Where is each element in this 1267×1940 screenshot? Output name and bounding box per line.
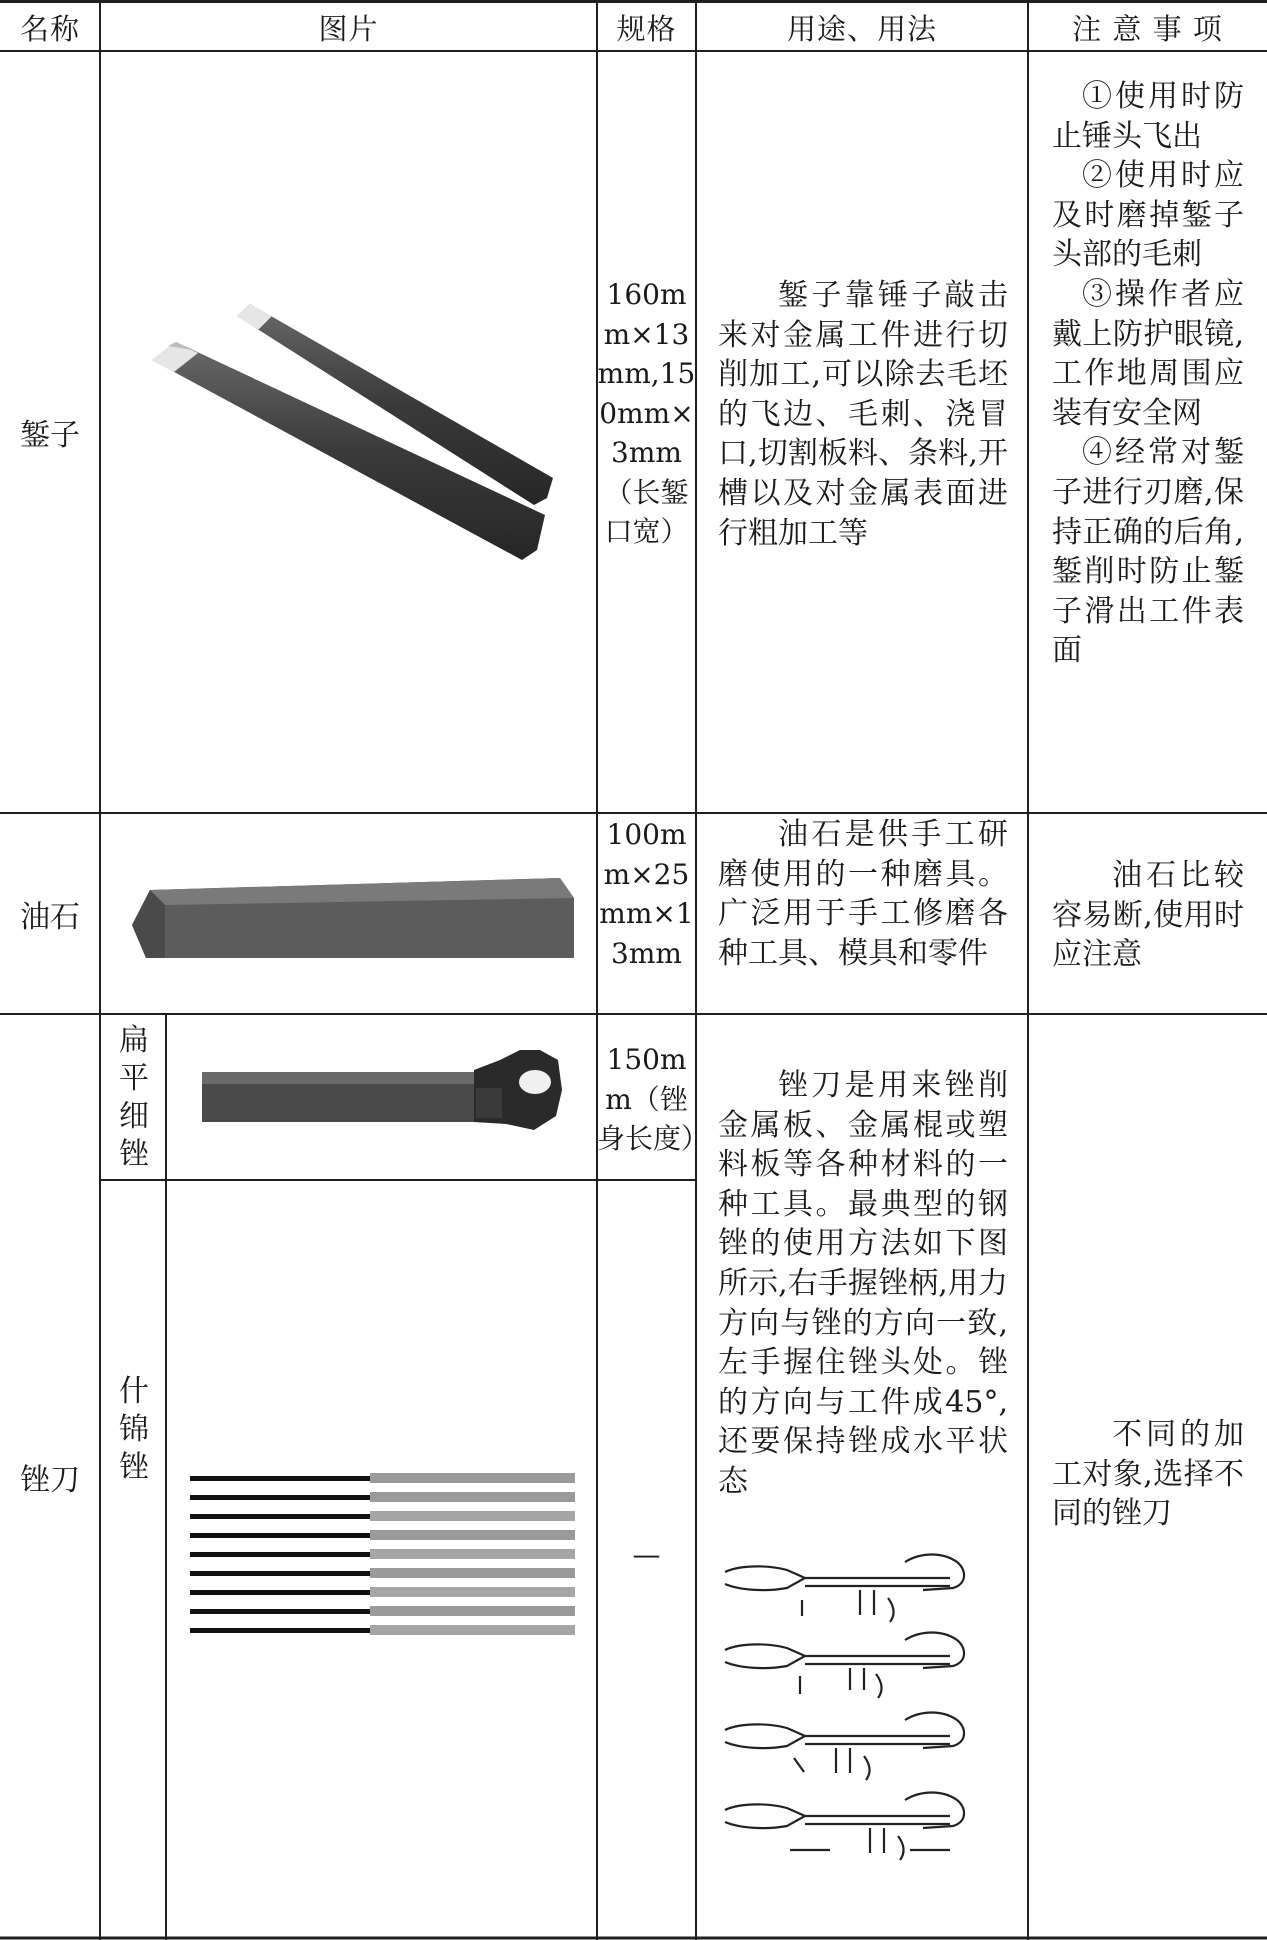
header-image: 图片 [318, 11, 379, 46]
needle-file-name-text: 什锦锉 [119, 1374, 149, 1485]
file-notes: 不同的加工对象,选择不同的锉刀 [1052, 1417, 1244, 1532]
chisel-note-2: ②使用时应及时磨掉錾子头部的毛刺 [1052, 158, 1244, 273]
chisel-note-1: ①使用时防止锤头飞出 [1052, 79, 1244, 154]
flat-file-name-text: 扁平细锉 [119, 1023, 149, 1172]
header-spec: 规格 [616, 11, 677, 46]
oilstone-usage: 油石是供手工研磨使用的一种磨具。广泛用于手工修磨各种工具、模具和零件 [718, 817, 1008, 971]
header-notes: 注 意 事 项 [1072, 11, 1223, 46]
oilstone-notes: 油石比较容易断,使用时应注意 [1052, 858, 1244, 973]
chisel-name: 錾子 [20, 418, 80, 453]
flat-file-spec: 150mm（锉身长度） [597, 1043, 710, 1155]
chisel-usage: 錾子靠锤子敲击来对金属工件进行切削加工,可以除去毛坯的飞边、毛刺、浇冒口,切割板料、条料,开槽以及对金属表面进行粗加工等 [718, 278, 1008, 551]
header-usage: 用途、用法 [786, 11, 937, 46]
chisel-spec: 160mm×13mm,150mm×3mm（长錾口宽） [597, 278, 696, 548]
header-name: 名称 [19, 11, 80, 46]
file-name: 锉刀 [20, 1463, 80, 1498]
file-usage: 锉刀是用来锉削金属板、金属棍或塑料板等各种材料的一种工具。最典型的钢锉的使用方法如下图所示,右手握锉柄,用力方向与锉的方向一致,左手握住锉头处。锉的方向与工件成45°,还要保持锉成水平状态 [718, 1068, 1008, 1499]
oilstone-name: 油石 [20, 899, 80, 935]
chisel-note-3: ③操作者应戴上防护眼镜,工作地周围应装有安全网 [1052, 276, 1244, 431]
chisel-note-4: ④经常对錾子进行刃磨,保持正确的后角,錾削时防止錾子滑出工件表面 [1052, 435, 1244, 669]
oilstone-spec: 100mm×25mm×13mm [599, 818, 694, 970]
needle-file-spec: — [632, 1538, 661, 1571]
